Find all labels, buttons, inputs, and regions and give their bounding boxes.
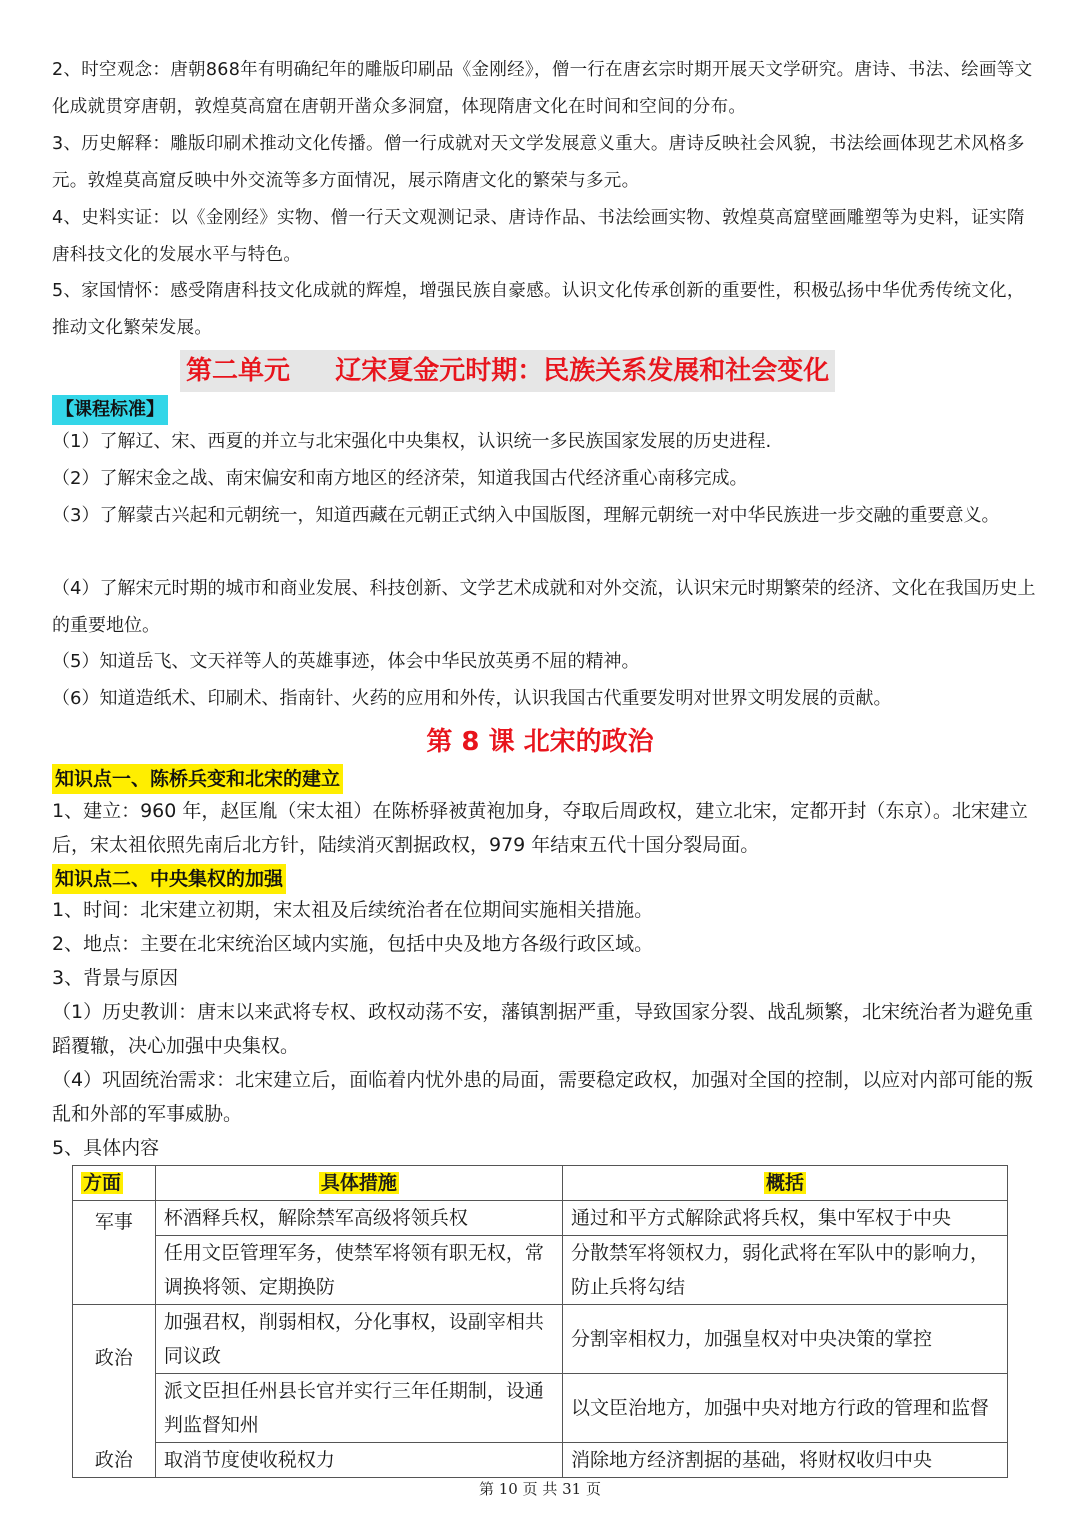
summary-cell: 通过和平方式解除武将兵权，集中军权于中央 — [562, 1201, 1007, 1236]
header-measures — [155, 1166, 562, 1201]
standard-item-5: （5）知道岳飞、文天祥等人的英雄事迹，体会中华民放英勇不屈的精神。 — [52, 651, 640, 672]
table-row — [73, 1201, 1008, 1236]
table-row — [73, 1305, 1008, 1374]
standard-item-1: （1）了解辽、宋、西夏的并立与北宋强化中央集权，认识统一多民族国家发展的历史进程. — [52, 431, 772, 452]
standard-item-3: （3）了解蒙古兴起和元朝统一，知道西藏在元朝正式纳入中国版图，理解元朝统一对中华民族进一步交融的重要意义。 — [52, 505, 1000, 526]
header-summary — [562, 1166, 1007, 1201]
course-standard-tag: 【课程标准】 — [52, 395, 168, 425]
lesson-title: 第 8 课 北宋的政治 — [426, 727, 654, 757]
summary-cell: 消除地方经济割据的基础，将财权收归中央 — [562, 1443, 1007, 1478]
summary-cell: 以文臣治地方，加强中央对地方行政的管理和监督 — [562, 1374, 1007, 1443]
category-politics-2: 政治 — [73, 1443, 156, 1478]
standard-item-6: （6）知道造纸术、印刷术、指南针、火药的应用和外传，认识我国古代重要发明对世界文明发展的贡献。 — [52, 688, 892, 709]
standard-item-2: （2）了解宋金之战、南宋偏安和南方地区的经济荣，知道我国古代经济重心南移完成。 — [52, 468, 748, 489]
knowledge-point-1-title: 知识点一、陈桥兵变和北宋的建立 — [52, 764, 343, 794]
intro-item-4: 4、史料实证：以《金刚经》实物、僧一行天文观测记录、唐诗作品、书法绘画实物、敦煌莫高窟壁画雕塑等为史料，证实隋唐科技文化的发展水平与特色。 — [52, 208, 1025, 265]
intro-item-5: 5、家国情怀：感受隋唐科技文化成就的辉煌，增强民族自豪感。认识文化传承创新的重要性，积极弘扬中华优秀传统文化，推动文化繁荣发展。 — [52, 281, 1025, 338]
summary-cell: 分散禁军将领权力，弱化武将在军队中的影响力，防止兵将勾结 — [562, 1236, 1007, 1305]
category-military: 军事 — [73, 1201, 156, 1305]
measure-cell: 取消节度使收税权力 — [155, 1443, 562, 1478]
header-summary-label: 概括 — [765, 1172, 804, 1194]
kp2-reason-4: （4）巩固统治需求：北宋建立后，面临着内忧外患的局面，需要稳定政权，加强对全国的控制，以应对内部可能的叛乱和外部的军事威胁。 — [52, 1069, 1034, 1125]
header-aspect-label: 方面 — [83, 1172, 122, 1194]
page-number: 第 10 页 共 31 页 — [478, 1480, 601, 1498]
header-measures-label: 具体措施 — [320, 1172, 397, 1194]
table-row — [73, 1236, 1008, 1305]
measures-table — [72, 1165, 1008, 1478]
category-politics: 政治 — [73, 1305, 156, 1443]
knowledge-point-1-text: 1、建立：960 年，赵匡胤（宋太祖）在陈桥驿被黄袍加身，夺取后周政权，建立北宋，定都开封（东京）。北宋建立后，宋太祖依照先南后北方针，陆续消灭割据政权，979 年结束五代十国分裂局面。 — [52, 800, 1028, 856]
table-row — [73, 1374, 1008, 1443]
unit-title: 第二单元 辽宋夏金元时期：民族关系发展和社会变化 — [180, 350, 835, 392]
kp2-content-heading: 5、具体内容 — [52, 1137, 160, 1159]
kp2-background: 3、背景与原因 — [52, 967, 179, 989]
kp2-reason-1: （1）历史教训：唐末以来武将专权、政权动荡不安，藩镇割据严重，导致国家分裂、战乱频繁，北宋统治者为避免重蹈覆辙，决心加强中央集权。 — [52, 1001, 1034, 1057]
intro-item-2: 2、时空观念：唐朝868年有明确纪年的雕版印刷品《金刚经》，僧一行在唐玄宗时期开展天文学研究。唐诗、书法、绘画等文化成就贯穿唐朝，敦煌莫高窟在唐朝开凿众多洞窟，体现隋唐文化在时间和空间的分布。 — [52, 60, 1033, 117]
knowledge-point-2-title: 知识点二、中央集权的加强 — [52, 864, 286, 894]
measure-cell: 加强君权，削弱相权，分化事权，设副宰相共同议政 — [155, 1305, 562, 1374]
measure-cell: 派文臣担任州县长官并实行三年任期制，设通判监督知州 — [155, 1374, 562, 1443]
table-header-row — [73, 1166, 1008, 1201]
measure-cell: 杯酒释兵权，解除禁军高级将领兵权 — [155, 1201, 562, 1236]
summary-cell: 分割宰相权力，加强皇权对中央决策的掌控 — [562, 1305, 1007, 1374]
intro-item-3: 3、历史解释：雕版印刷术推动文化传播。僧一行成就对天文学发展意义重大。唐诗反映社会风貌，书法绘画体现艺术风格多元。敦煌莫高窟反映中外交流等多方面情况，展示隋唐文化的繁荣与多元。 — [52, 134, 1025, 191]
measure-cell: 任用文臣管理军务，使禁军将领有职无权，常调换将领、定期换防 — [155, 1236, 562, 1305]
kp2-place: 2、地点：主要在北宋统治区域内实施，包括中央及地方各级行政区域。 — [52, 933, 654, 955]
standard-item-4: （4）了解宋元时期的城市和商业发展、科技创新、文学艺术成就和对外交流，认识宋元时期繁荣的经济、文化在我国历史上的重要地位。 — [52, 578, 1036, 636]
kp2-time: 1、时间：北宋建立初期，宋太祖及后续统治者在位期间实施相关措施。 — [52, 899, 654, 921]
header-aspect — [73, 1166, 156, 1201]
table-row — [73, 1443, 1008, 1478]
